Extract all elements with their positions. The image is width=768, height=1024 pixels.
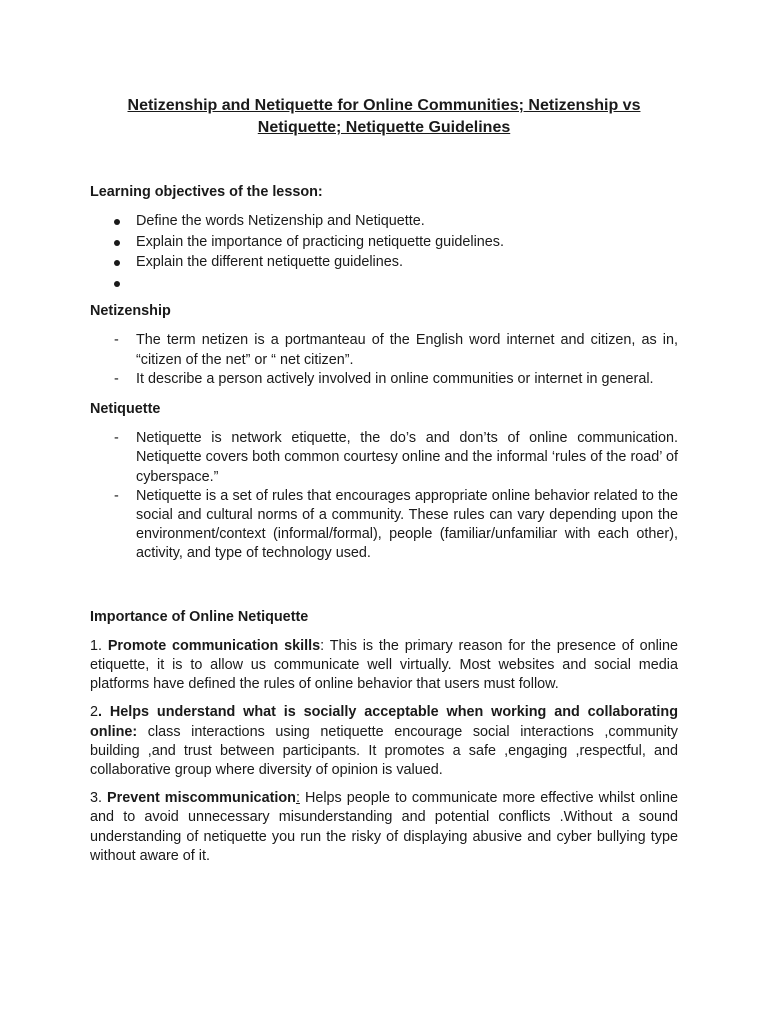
objective-item: Explain the different netiquette guidelines.	[114, 252, 678, 273]
document-title-line-1: Netizenship and Netiquette for Online Communities; Netizenship vs	[127, 97, 641, 114]
document-title-line-2: Netiquette; Netiquette Guidelines	[257, 119, 511, 136]
point-number: 1.	[90, 637, 103, 654]
objectives-heading: Learning objectives of the lesson:	[90, 184, 323, 200]
point-title: . Helps understand what is socially acceptable when working and collaborating online:	[90, 704, 678, 740]
point-separator: :	[295, 790, 300, 807]
point-text: class interactions using netiquette encourage social interactions ,community building ,and trust between participants. It promotes a safe ,engaging ,respectful, and collaborative group where diversity of opinion is valued.	[90, 723, 678, 779]
importance-heading: Importance of Online Netiquette	[90, 608, 309, 625]
objective-item-empty	[114, 273, 678, 294]
point-text: This is the primary reason for the presence of online etiquette, it is to allow us communicate well virtually. Most websites and social media platforms have defined the rules of online behavior that users must follow.	[90, 637, 678, 693]
point-title: Prevent miscommunication	[107, 790, 296, 807]
point-number: 3.	[90, 790, 103, 807]
importance-point-2	[90, 703, 678, 780]
netizenship-item: - The term netizen is a portmanteau of the English word internet and citizen, as in, “citizen of the net” or “ net citizen”.	[114, 331, 678, 369]
document-title	[90, 95, 678, 139]
netizenship-list	[90, 331, 678, 389]
objective-item: Define the words Netizenship and Netiquette.	[114, 211, 678, 232]
point-title: Promote communication skills	[107, 637, 321, 654]
importance-point-1	[90, 637, 678, 695]
objective-item: Explain the importance of practicing netiquette guidelines.	[114, 232, 678, 253]
netiquette-list	[90, 429, 678, 563]
netiquette-item: - Netiquette is network etiquette, the do’s and don’ts of online communication. Netiquette covers both common courtesy online and the informal ‘rules of the road’ of cyberspace.”	[114, 429, 678, 487]
netiquette-heading: Netiquette	[90, 401, 161, 418]
point-text: Helps people to communicate more effective whilst online and to avoid unnecessary misunderstanding and potential conflicts .Without a sound understanding of netiquette you run the risky of displaying abusive and cyber bullying type without aware of it.	[90, 790, 678, 864]
point-number: 2	[90, 704, 99, 721]
objectives-list	[90, 211, 678, 293]
netiquette-item: - Netiquette is a set of rules that encourages appropriate online behavior related to the social and cultural norms of a community. These rules can vary depending upon the environment/context (informal/formal), people (familiar/unfamiliar with each other), activity, and type of technology used.	[114, 487, 678, 564]
importance-point-3	[90, 789, 678, 866]
netizenship-item: - It describe a person actively involved in online communities or internet in general.	[114, 370, 678, 389]
point-separator: :	[320, 637, 325, 654]
netizenship-heading: Netizenship	[90, 303, 171, 320]
